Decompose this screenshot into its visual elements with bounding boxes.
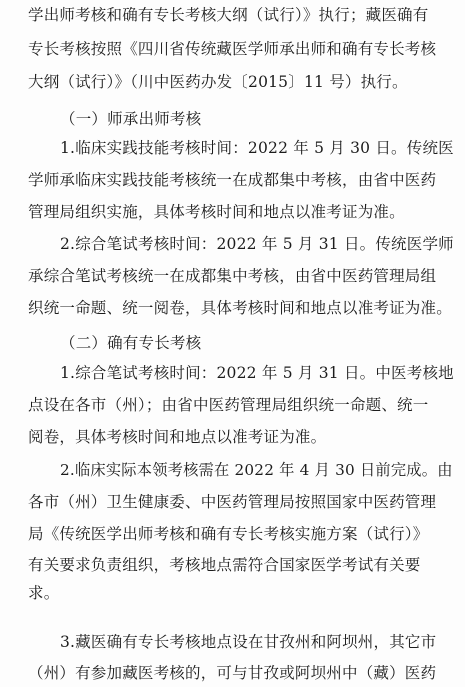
section-heading: （一）师承出师考核 (60, 110, 202, 129)
text-line: 有关要求负责组织，考核地点需符合国家医学考试有关要 (28, 555, 421, 574)
text-line: 3.藏医确有专长考核地点设在甘孜州和阿坝州，其它市 (60, 633, 437, 652)
text-line: 承综合笔试考核统一在成都集中考核，由省中医药管理局组 (28, 266, 437, 285)
text-line: 2.综合笔试考核时间：2022 年 5 月 31 日。传统医学师 (60, 235, 454, 254)
text-line: 大纲（试行）》（川中医药办发〔2015〕11 号）执行。 (28, 73, 408, 92)
text-line: 2.临床实际本领考核需在 2022 年 4 月 30 日前完成。由 (60, 461, 453, 480)
text-line: 学出师考核和确有专长考核大纲（试行）》执行；藏医确有 (28, 6, 429, 25)
text-line: 点设在各市（州）；由省中医药管理局组织统一命题、统一 (28, 396, 429, 415)
section-heading: （二）确有专长考核 (60, 333, 202, 352)
text-line: 1.临床实践技能考核时间：2022 年 5 月 30 日。传统医 (60, 139, 454, 158)
text-line: 专长考核按照《四川省传统藏医学师承出师和确有专长考核 (28, 39, 437, 58)
text-line: （州）有参加藏医考核的，可与甘孜或阿坝州中（藏）医药 (28, 664, 437, 682)
text-line: 各市（州）卫生健康委、中医药管理局按照国家中医药管理 (28, 493, 437, 512)
text-line: 1.综合笔试考核时间：2022 年 5 月 31 日。中医考核地 (60, 363, 454, 382)
text-line: 求。 (28, 583, 60, 602)
text-line: 管理局组织实施，具体考核时间和地点以准考证为准。 (28, 202, 405, 221)
text-line: 学师承临床实践技能考核统一在成都集中考核，由省中医药 (28, 170, 437, 189)
text-line: 局《传统医学出师考核和确有专长考核实施方案（试行）》 (28, 524, 429, 543)
text-line: 织统一命题、统一阅卷，具体考核时间和地点以准考证为准。 (28, 298, 452, 317)
text-line: 阅卷，具体考核时间和地点以准考证为准。 (28, 428, 327, 447)
